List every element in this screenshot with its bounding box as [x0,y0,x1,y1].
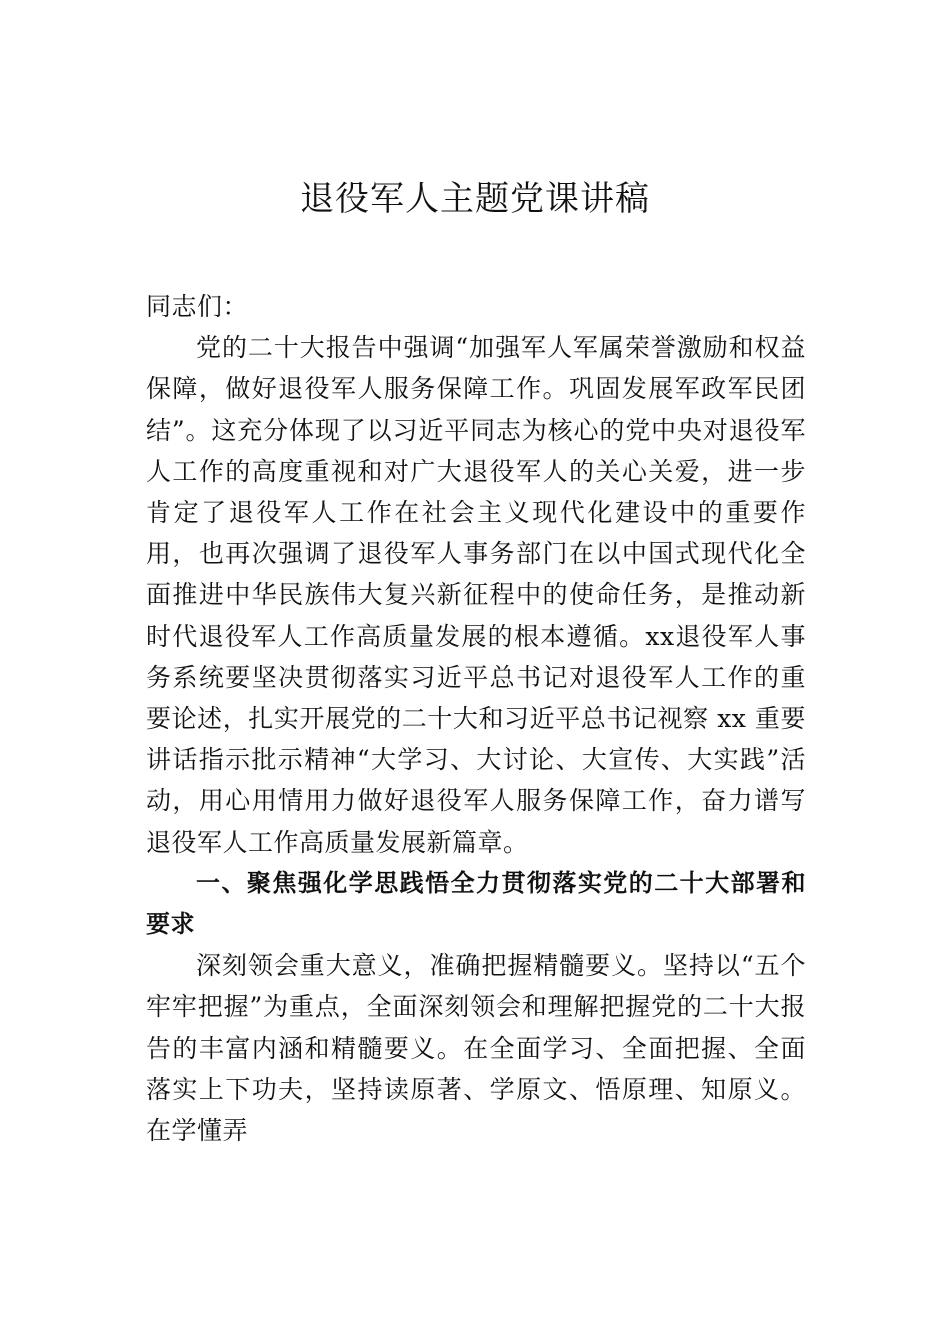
salutation: 同志们： [146,292,249,321]
paragraph-intro: 党的二十大报告中强调“加强军人军属荣誉激励和权益保障，做好退役军人服务保障工作。巩固发展军政军民团结”。这充分体现了以习近平同志为核心的党中央对退役军人工作的高度重视和对广大退役军人的关心关爱，进一步肯定了退役军人工作在社会主义现代化建设中的重要作用，也再次强调了退役军人事务部门在以中国式现代化全面推进中华民族伟大复兴新征程中的使命任务，是推动新时代退役军人工作高质量发展的根本遵循。xx退役军人事务系统要坚决贯彻落实习近平总书记对退役军人工作的重要论述，扎实开展党的二十大和习近平总书记视察 xx 重要讲话指示批示精神“大学习、大讨论、大宣传、大实践”活动，用心用情用力做好退役军人服务保障工作，奋力谱写退役军人工作高质量发展新篇章。 [146,333,806,857]
paragraph-section-1: 深刻领会重大意义，准确把握精髓要义。坚持以“五个牢牢把握”为重点，全面深刻领会和理解把握党的二十大报告的丰富内涵和精髓要义。在全面学习、全面把握、全面落实上下功夫，坚持读原著、学原文、悟原理、知原义。在学懂弄 [146,951,806,1146]
document-title: 退役军人主题党课讲稿 [300,179,650,219]
document-body [146,286,806,1151]
section-heading-1: 一、聚焦强化学思践悟全力贯彻落实党的二十大部署和要求 [146,868,806,939]
